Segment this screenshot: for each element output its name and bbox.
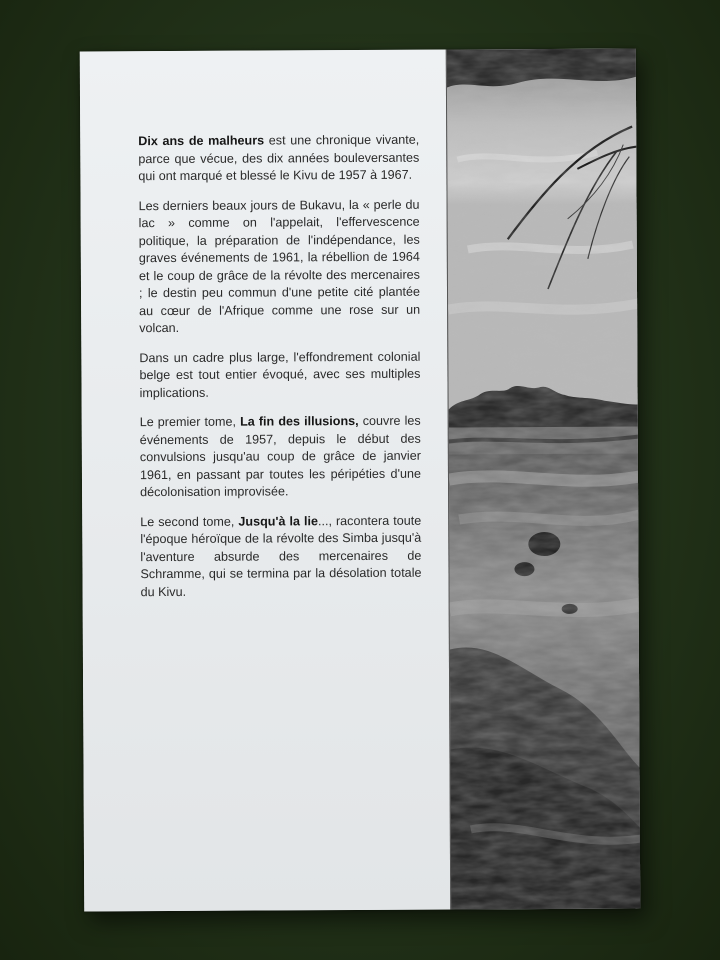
blurb-paragraph-4 — [140, 413, 421, 502]
paragraph-text: couvre les événements de 1957, depuis le début des convulsions jusqu'au coup de grâce de janvier 1961, en passant par toutes les péripéties d'une décolonisation improvisée. — [139, 413, 422, 500]
volume-two-title: Jusqu'à la lie — [238, 513, 318, 529]
painting-panel — [446, 49, 641, 910]
blurb-paragraph-5 — [140, 512, 421, 601]
paragraph-text: est une chronique vivante, parce que vécue, des dix années bouleversantes qui ont marqué et blessé le Kivu de 1957 à 1967. — [138, 132, 420, 184]
paragraph-text: Le second tome, — [140, 514, 239, 529]
blurb-paragraph-3: Dans un cadre plus large, l'effondrement colonial belge est tout entier évoqué, avec ses multiples implications. — [139, 349, 421, 400]
blurb-panel — [80, 50, 450, 912]
volume-one-title: La fin des illusions, — [240, 414, 359, 429]
blurb-paragraph-1 — [138, 132, 419, 186]
paragraph-text: ..., racontera toute l'époque héroïque de la révolte des Simba jusqu'à l'aventure absurde des mercenaires de Schramme, qui se termina par la désolation totale du Kivu. — [140, 513, 422, 599]
blurb-text — [138, 132, 422, 613]
book-back-cover — [80, 49, 640, 912]
book-title: Dix ans de malheurs — [138, 133, 265, 149]
landscape-painting — [447, 49, 641, 910]
blurb-paragraph-2: Les derniers beaux jours de Bukavu, la « perle du lac » comme on l'appelait, l'effervescence politique, la préparation de l'indépendance, les graves événements de 1961, la rébellion de 1964 et le coup de grâce de la révolte des mercenaires ; le destin peu commun d'une petite cité plantée au cœur de l'Afrique comme une rose sur un volcan. — [138, 197, 421, 336]
paragraph-text: Le premier tome, — [139, 414, 241, 430]
